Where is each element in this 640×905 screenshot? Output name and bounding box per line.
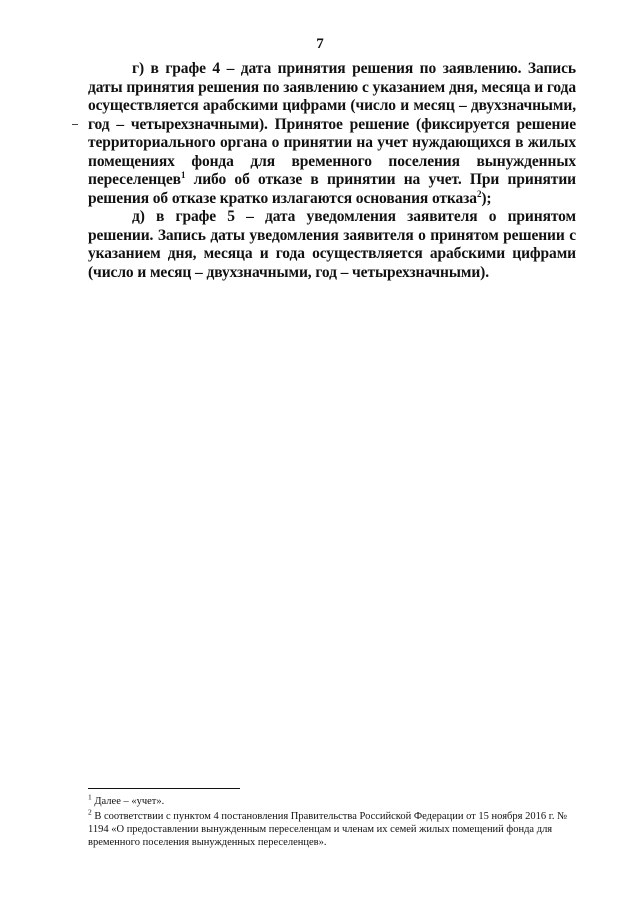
footnote-2-text: В соответствии с пунктом 4 постановления Правительства Российской Федерации от 15 ноября 2016 г. № 1194 «О предоставлении вынужденным переселенцам и членам их семей жилых помещений фонда для временного поселения вынужденных переселенцев». xyxy=(88,811,568,848)
paragraph-d: д) в графе 5 – дата уведомления заявителя о принятом решении. Запись даты уведомления заявителя о принятом решении с указанием дня, месяца и года осуществляется арабскими цифрами (число и месяц – двухзначными, год – четырехзначными). xyxy=(88,208,576,281)
footnote-2 xyxy=(88,807,576,849)
paragraph-g-text-3: ); xyxy=(481,189,492,207)
margin-mark xyxy=(72,124,78,125)
paragraph-g-text-2: либо об отказе в принятии на учет. При принятии решения об отказе кратко излагаются основания отказа xyxy=(88,171,576,207)
footnotes xyxy=(88,792,576,851)
paragraph-g xyxy=(88,60,576,208)
footnote-ref-2: 2 xyxy=(476,188,482,199)
page-number: 7 xyxy=(316,36,324,52)
footnote-1-text: Далее – «учет». xyxy=(91,796,165,807)
body-text xyxy=(88,60,576,282)
paragraph-g-text-1: г) в графе 4 – дата принятия решения по заявлению. Запись даты принятия решения по заявлению с указанием дня, месяца и года осуществляется арабскими цифрами (число и месяц – двухзначными, год – четырехзначными). Принятое решение (фиксируется решение территориального органа о принятии на учет нуждающихся в жилых помещениях фонда для временного поселения вынужденных переселенцев xyxy=(88,60,576,188)
footnote-2-mark: 2 xyxy=(88,807,92,817)
footnote-1-mark: 1 xyxy=(88,792,92,802)
footnote-divider xyxy=(88,788,240,789)
footnote-ref-1: 1 xyxy=(180,169,186,180)
footnote-1 xyxy=(88,792,576,808)
